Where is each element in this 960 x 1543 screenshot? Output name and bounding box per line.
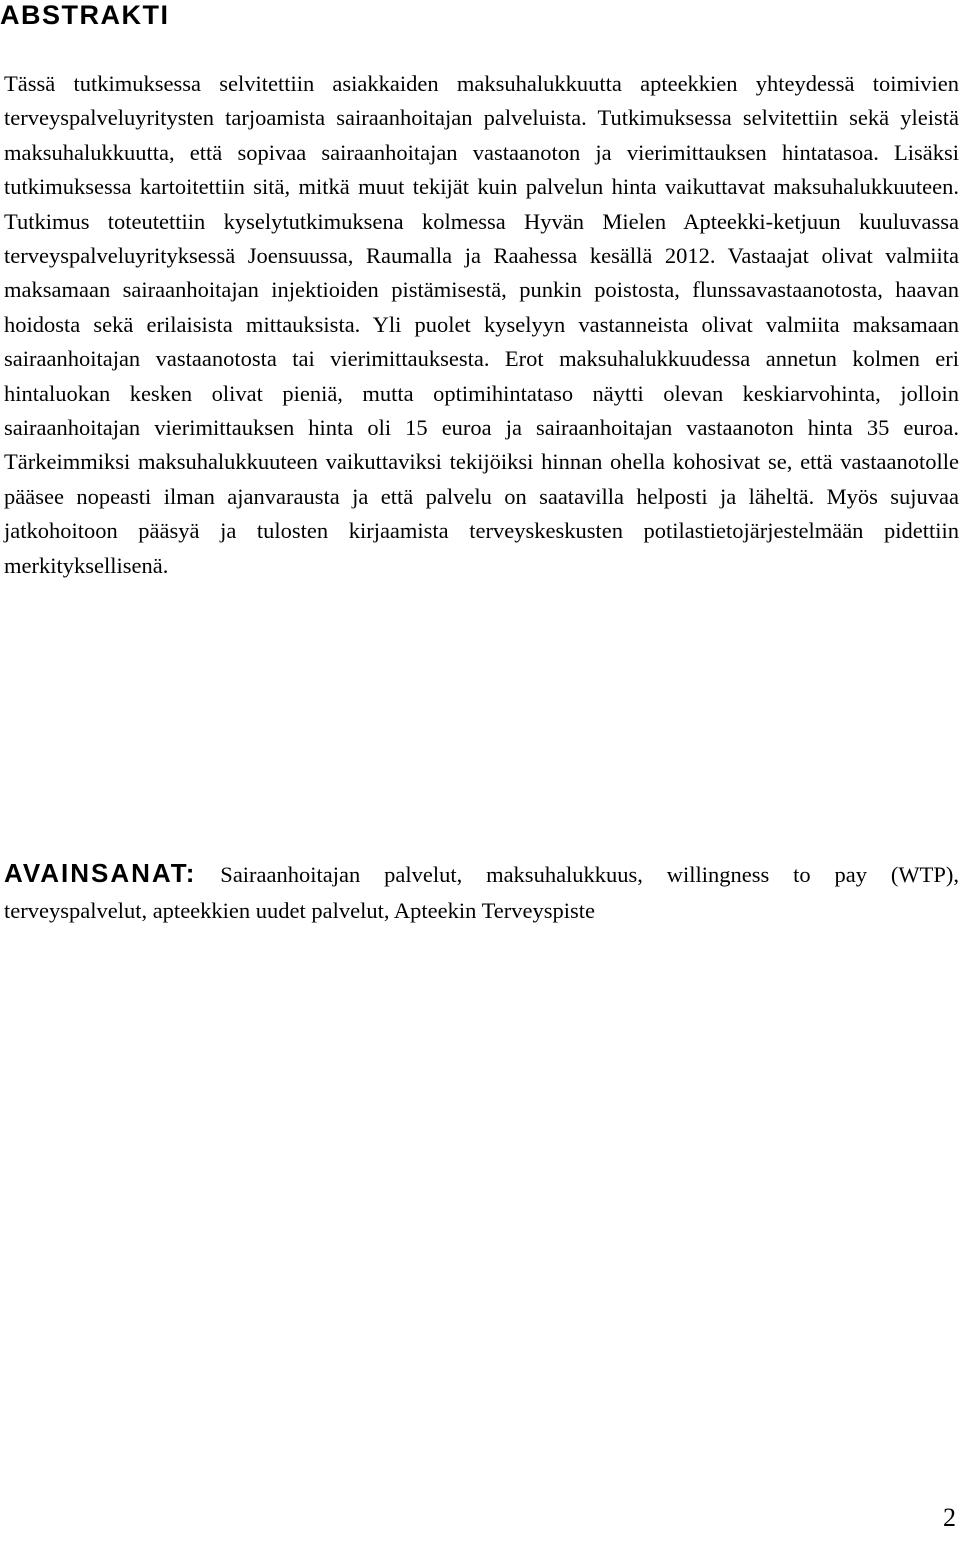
keywords-text: Sairaanhoitajan palvelut, maksuhalukkuus, willingness to pay (WTP), terveyspalvelut, apteekkien uudet palvelut, Apteekin Terveyspiste: [4, 862, 959, 923]
section-heading: ABSTRAKTI: [0, 0, 170, 30]
keywords-label: AVAINSANAT:: [4, 858, 197, 888]
page-number: 2: [943, 1503, 956, 1532]
keywords-paragraph: [4, 855, 959, 929]
abstract-paragraph: Tässä tutkimuksessa selvitettiin asiakkaiden maksuhalukkuutta apteekkien yhteydessä toimivien terveyspalveluyritysten tarjoamista sairaanhoitajan palveluista. Tutkimuksessa selvitettiin sekä yleistä maksuhalukkuutta, että sopivaa sairaanhoitajan vastaanoton ja vierimittauksen hintatasoa. Lisäksi tutkimuksessa kartoitettiin sitä, mitkä muut tekijät kuin palvelun hinta vaikuttavat maksuhalukkuuteen. Tutkimus toteutettiin kyselytutkimuksena kolmessa Hyvän Mielen Apteekki-ketjuun kuuluvassa terveyspalveluyrityksessä Joensuussa, Raumalla ja Raahessa kesällä 2012. Vastaajat olivat valmiita maksamaan sairaanhoitajan injektioiden pistämisestä, punkin poistosta, flunssavastaanotosta, haavan hoidosta sekä erilaisista mittauksista. Yli puolet kyselyyn vastanneista olivat valmiita maksamaan sairaanhoitajan vastaanotosta tai vierimittauksesta. Erot maksuhalukkuudessa annetun kolmen eri hintaluokan kesken olivat pieniä, mutta optimihintataso näytti olevan keskiarvohinta, jolloin sairaanhoitajan vierimittauksen hinta oli 15 euroa ja sairaanhoitajan vastaanoton hinta 35 euroa. Tärkeimmiksi maksuhalukkuuteen vaikuttaviksi tekijöiksi hinnan ohella kohosivat se, että vastaanotolle pääsee nopeasti ilman ajanvarausta ja että palvelu on saatavilla helposti ja läheltä. Myös sujuvaa jatkohoitoon pääsyä ja tulosten kirjaamista terveyskeskusten potilastietojärjestelmään pidettiin merkityksellisenä.: [4, 71, 959, 578]
